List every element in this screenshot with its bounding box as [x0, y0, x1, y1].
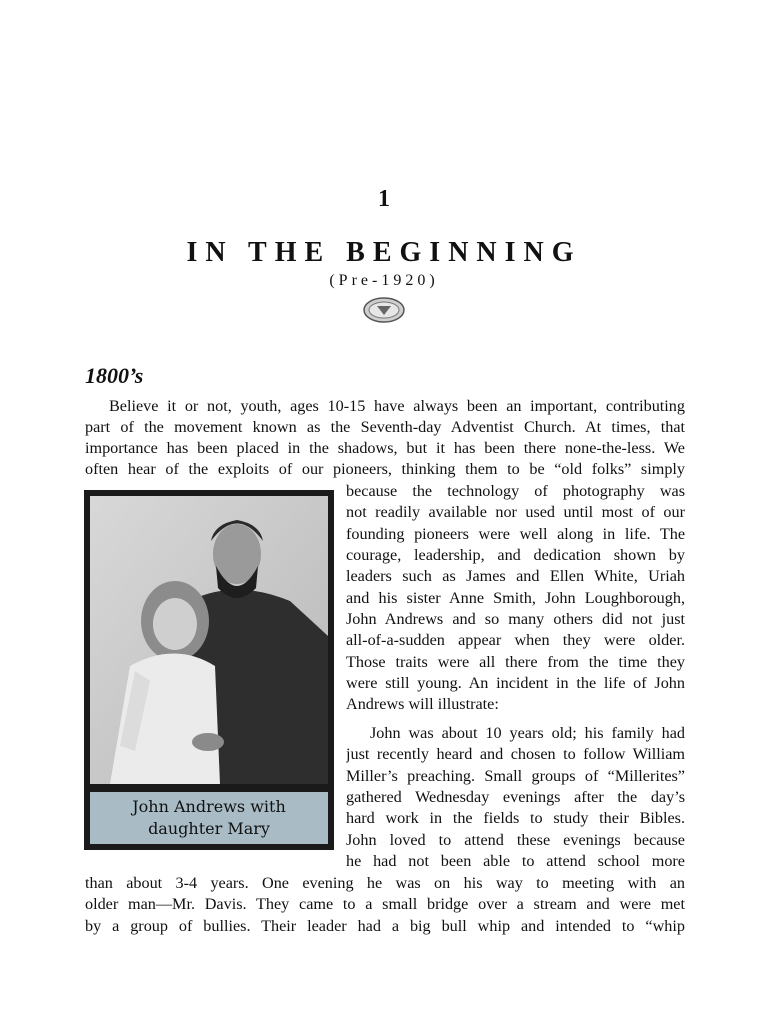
text-line: founding pioneers were well along in life. The — [346, 525, 685, 543]
text-line: and his sister Anne Smith, John Loughborough, — [346, 589, 685, 607]
text-line: not readily available nor used until most of our — [346, 503, 685, 521]
section-heading: 1800’s — [85, 363, 144, 388]
text-line: Believe it or not, youth, ages 10-15 have always been an important, contributing — [109, 397, 685, 415]
text-line: he had not been able to attend school more — [346, 852, 685, 870]
text-line: Andrews will illustrate: — [346, 695, 499, 713]
text-line: older man—Mr. Davis. They came to a small bridge over a stream and were met — [85, 895, 685, 913]
text-line: John was about 10 years old; his family had — [370, 724, 685, 742]
chapter-title: IN THE BEGINNING — [186, 237, 582, 268]
chapter-subtitle: (Pre-1920) — [329, 272, 439, 289]
text-line: were still young. An incident in the life of John — [346, 674, 685, 692]
text-line: hard work in the fields to study their Bibles. — [346, 809, 685, 827]
text-line: importance has been placed in the shadows, but it has been there none-the-less. We — [85, 439, 685, 457]
text-line: John loved to attend these evenings because — [346, 831, 685, 849]
text-line: by a group of bullies. Their leader had a big bull whip and intended to “whip — [85, 917, 685, 935]
text-line: than about 3-4 years. One evening he was on his way to meeting with an — [85, 874, 685, 892]
text-line: because the technology of photography was — [346, 482, 685, 500]
text-line: courage, leadership, and dedication shown by — [346, 546, 685, 564]
chapter-number: 1 — [378, 186, 390, 212]
text-line: John Andrews and so many others did not just — [346, 610, 685, 628]
text-line: Miller’s preaching. Small groups of “Millerites” — [346, 767, 685, 785]
text-line: just recently heard and chosen to follow William — [346, 745, 685, 763]
portrait-photo — [90, 496, 328, 784]
photo-figure — [84, 490, 334, 850]
text-line: often hear of the exploits of our pioneers, thinking them to be “old folks” simply — [85, 460, 685, 478]
text-line: gathered Wednesday evenings after the day’s — [346, 788, 685, 806]
text-line: all-of-a-sudden appear when they were older. — [346, 631, 685, 649]
text-line: part of the movement known as the Seventh-day Adventist Church. At times, that — [85, 418, 685, 436]
text-line: Those traits were all there from the time they — [346, 653, 685, 671]
ornament-icon — [362, 296, 406, 324]
photo-caption: John Andrews with daughter Mary — [90, 788, 328, 844]
text-line: leaders such as James and Ellen White, Uriah — [346, 567, 685, 585]
